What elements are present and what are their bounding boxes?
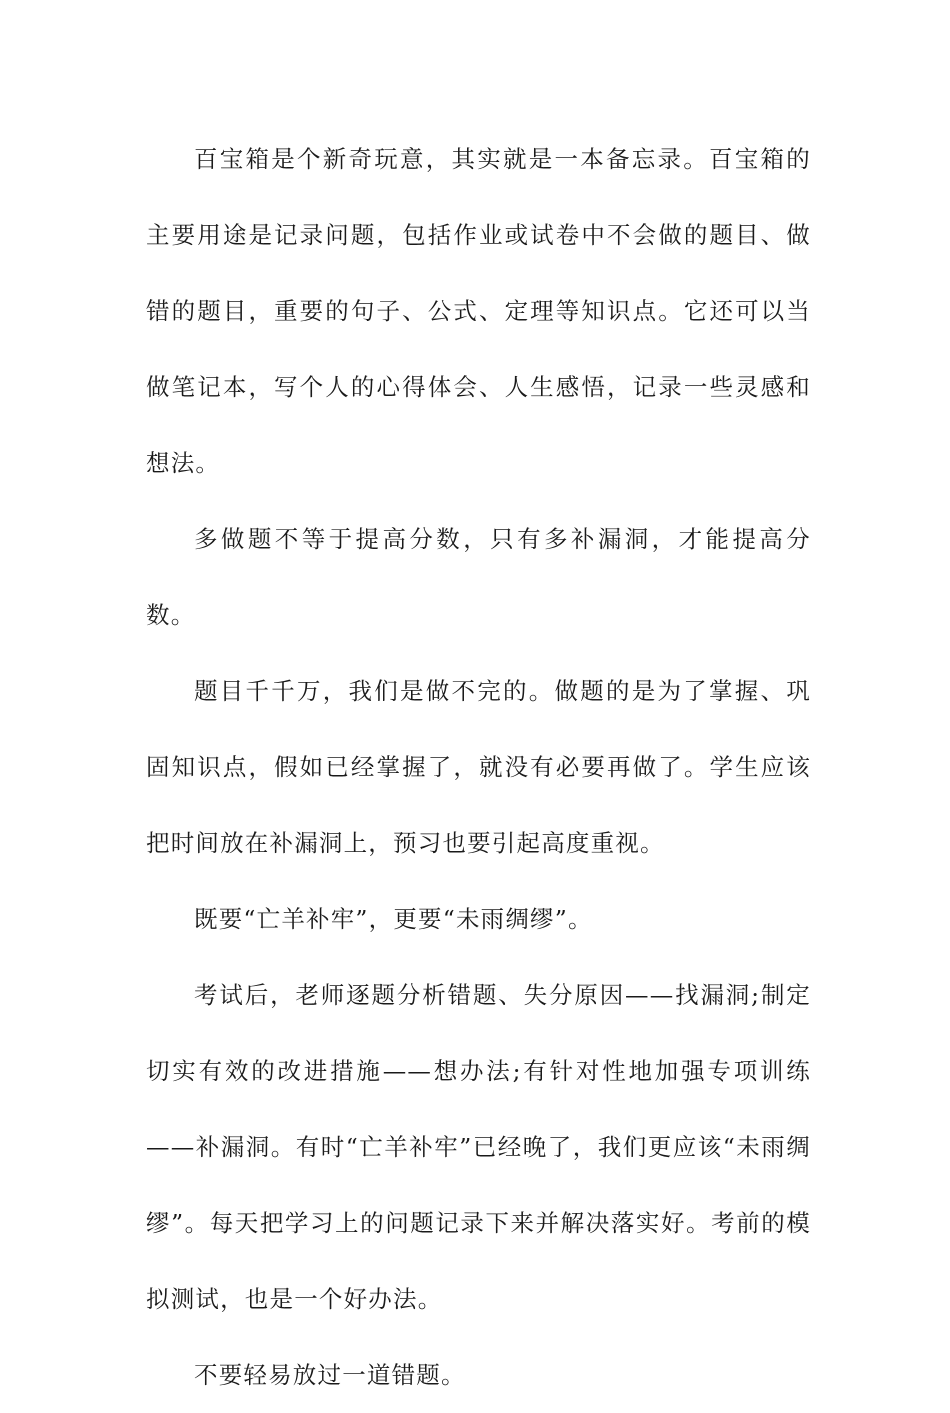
paragraph-6: 不要轻易放过一道错题。 bbox=[194, 1361, 466, 1389]
paragraph-5: 考试后，老师逐题分析错题、失分原因——找漏洞;制定切实有效的改进措施——想办法;有针对性地加强专项训练——补漏洞。有时“亡羊补牢”已经晚了，我们更应该“未雨绸缪”。每天把学习上的问题记录下来并解决落实好。考前的模拟测试，也是一个好办法。 bbox=[146, 981, 811, 1313]
paragraph-4: 既要“亡羊补牢”，更要“未雨绸缪”。 bbox=[194, 905, 593, 933]
paragraph-3: 题目千千万，我们是做不完的。做题的是为了掌握、巩固知识点，假如已经掌握了，就没有必要再做了。学生应该把时间放在补漏洞上，预习也要引起高度重视。 bbox=[146, 677, 811, 857]
paragraph-1: 百宝箱是个新奇玩意，其实就是一本备忘录。百宝箱的主要用途是记录问题，包括作业或试卷中不会做的题目、做错的题目，重要的句子、公式、定理等知识点。它还可以当做笔记本，写个人的心得体会、人生感悟，记录一些灵感和想法。 bbox=[146, 145, 811, 477]
paragraph-2: 多做题不等于提高分数，只有多补漏洞，才能提高分数。 bbox=[146, 525, 811, 629]
document-body bbox=[146, 121, 811, 1413]
